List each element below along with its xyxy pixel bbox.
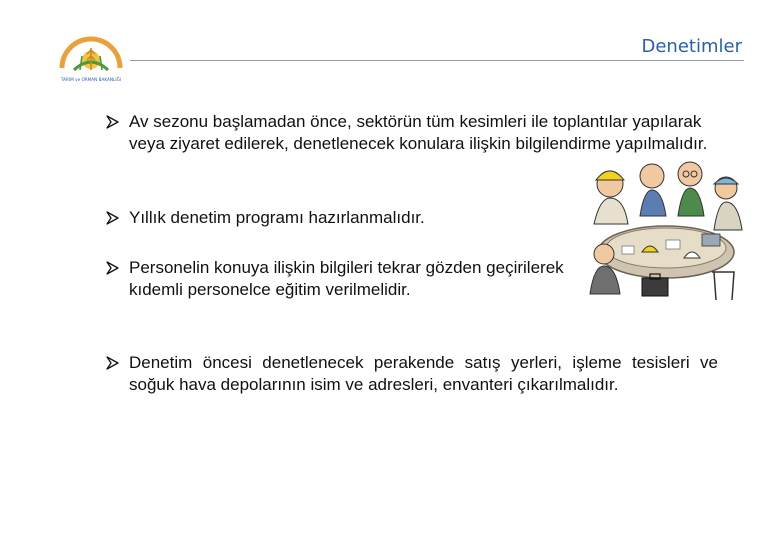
bullet-text-3: Personelin konuya ilişkin bilgileri tekrar gözden geçirilerek kıdemli personelce eğitim verilmelidir. <box>129 258 564 299</box>
bullet-text-4: Denetim öncesi denetlenecek perakende satış yerleri, işleme tesisleri ve soğuk hava depolarının isim ve adresleri, envanteri çıkarılmalıdır. <box>129 353 718 394</box>
bullet-text-1: Av sezonu başlamadan önce, sektörün tüm kesimleri ile toplantılar yapılarak veya ziyaret edilerek, denetlenecek konulara ilişkin bilgilendirme yapılmalıdır. <box>129 112 708 153</box>
arrow-bullet-icon <box>106 257 120 279</box>
arrow-bullet-icon <box>106 207 120 229</box>
bullet-item-1 <box>106 111 726 155</box>
arrow-bullet-icon <box>106 111 120 133</box>
bullet-text-2: Yıllık denetim programı hazırlanmalıdır. <box>129 208 425 227</box>
header-divider <box>130 60 744 61</box>
ministry-logo <box>56 26 126 88</box>
bullet-item-3 <box>106 257 586 301</box>
arrow-bullet-icon <box>106 352 120 374</box>
bullet-item-2 <box>106 207 586 229</box>
meeting-illustration <box>586 154 744 306</box>
bullet-item-4 <box>106 352 718 396</box>
page-title: Denetimler <box>641 36 742 57</box>
logo-caption: TARIM ve ORMAN BAKANLIĞI <box>60 77 122 82</box>
